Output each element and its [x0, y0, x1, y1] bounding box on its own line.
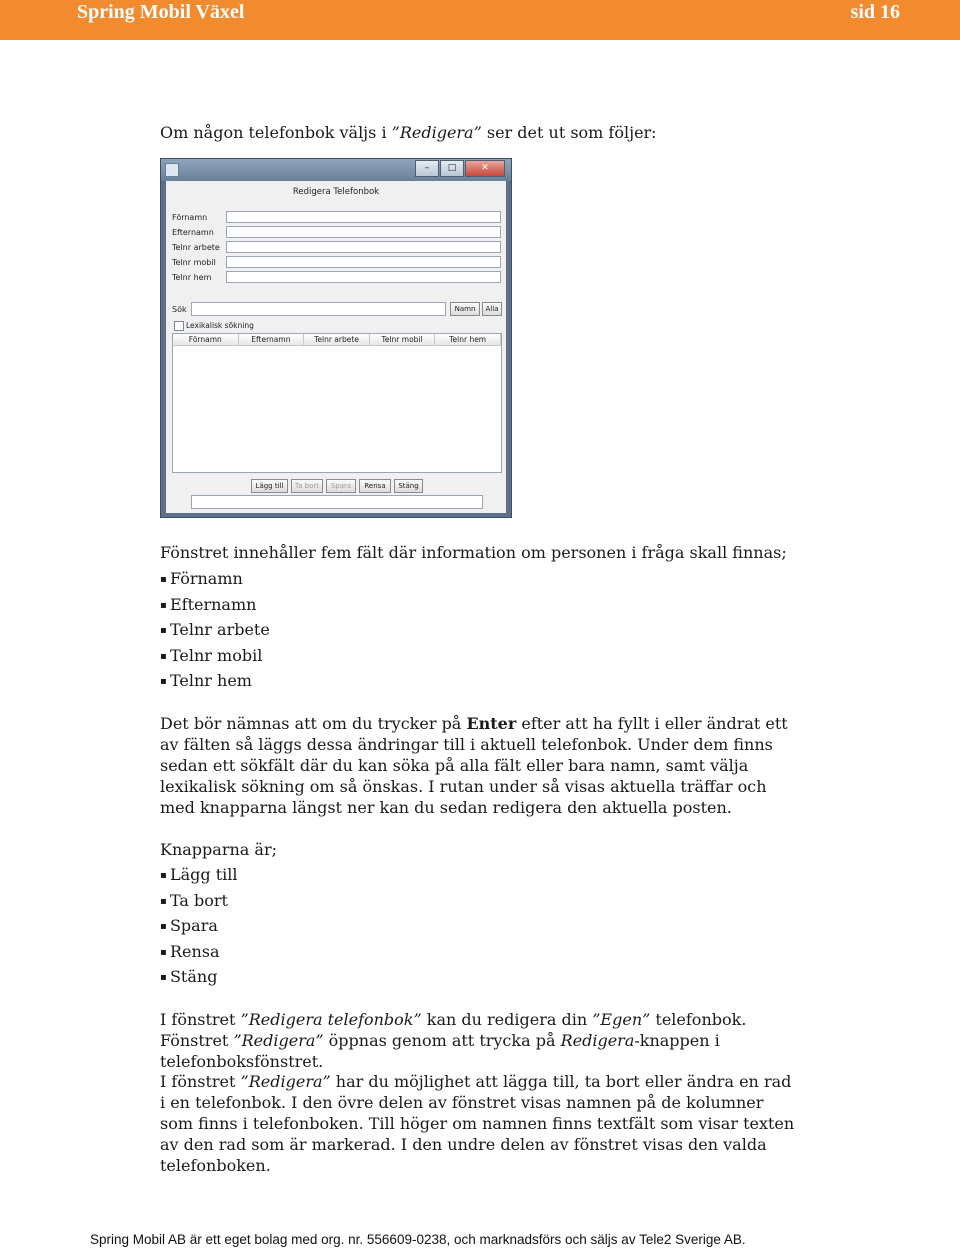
column-header-fornamn[interactable]: Förnamn [173, 334, 239, 345]
lexical-search-label: Lexikalisk sökning [186, 321, 254, 330]
window-titlebar [161, 159, 511, 181]
column-header-efternamn[interactable]: Efternamn [239, 334, 305, 345]
search-name-button[interactable]: Namn [450, 302, 480, 316]
edit-italic: ”Redigera telefonbok” [240, 1010, 422, 1029]
status-field [191, 495, 483, 509]
field-label-fornamn: Förnamn [172, 213, 208, 222]
field-label-telnr-hem: Telnr hem [172, 273, 212, 282]
document-title: Spring Mobil Växel [77, 1, 245, 23]
list-item: ▪ Rensa [160, 939, 237, 965]
button-list [160, 862, 237, 990]
minimize-icon[interactable]: – [415, 160, 439, 177]
remove-button[interactable]: Ta bort [291, 479, 323, 493]
window-italic: ”Redigera” [240, 1072, 331, 1091]
list-item: ▪ Förnamn [160, 566, 270, 592]
field-label-telnr-arbete: Telnr arbete [172, 243, 220, 252]
results-table[interactable] [172, 333, 502, 473]
field-list [160, 566, 270, 694]
list-item: ▪ Stäng [160, 964, 237, 990]
maximize-icon[interactable]: □ [440, 160, 464, 177]
add-button[interactable]: Lägg till [251, 479, 288, 493]
lexical-search-checkbox[interactable] [174, 321, 184, 331]
intro-text: Om någon telefonbok väljs i [160, 123, 392, 142]
field-input-telnr-hem[interactable] [226, 271, 501, 283]
close-button[interactable]: Stäng [394, 479, 423, 493]
column-header-telnr-arbete[interactable]: Telnr arbete [304, 334, 370, 345]
edit-text: -knappen i telefonboksfönstret. [160, 1031, 720, 1071]
list-item: ▪ Spara [160, 913, 237, 939]
edit-text: telefonbok. Fönstret [160, 1010, 747, 1050]
field-label-telnr-mobil: Telnr mobil [172, 258, 216, 267]
edit-italic: ”Redigera” [233, 1031, 324, 1050]
search-input[interactable] [191, 302, 446, 316]
list-item: ▪ Lägg till [160, 862, 237, 888]
edit-italic: Redigera [560, 1031, 635, 1050]
header-bar [0, 0, 960, 40]
window-controls [415, 160, 505, 176]
save-button[interactable]: Spara [326, 479, 356, 493]
enter-paragraph [160, 713, 800, 818]
search-label: Sök [172, 305, 187, 314]
list-item: ▪ Efternamn [160, 592, 270, 618]
window-text-rest: har du möjlighet att lägga till, ta bort eller ändra en rad i en telefonbok. I den övre delen av fönstret visas namnen på de kolumner som finns i telefonboken. Till höger om namnen finns textfält som visar texten av den rad som är markerad. I den undre delen av fönstret visas den valda telefonboken. [160, 1072, 795, 1175]
clear-button[interactable]: Rensa [359, 479, 391, 493]
enter-bold: Enter [466, 714, 517, 733]
list-item: ▪ Telnr hem [160, 668, 270, 694]
page-number: sid 16 [850, 1, 900, 23]
column-header-telnr-mobil[interactable]: Telnr mobil [370, 334, 436, 345]
close-icon[interactable]: ✕ [465, 160, 505, 177]
edit-text: I fönstret [160, 1010, 241, 1029]
window-heading: Redigera Telefonbok [292, 187, 380, 197]
edit-paragraph [160, 1009, 800, 1072]
window-paragraph [160, 1071, 800, 1176]
intro-text-end: ser det ut som följer: [481, 123, 657, 142]
field-input-fornamn[interactable] [226, 211, 501, 223]
list-item: ▪ Telnr mobil [160, 643, 270, 669]
intro-italic: ”Redigera” [391, 123, 482, 142]
edit-italic: ”Egen” [592, 1010, 651, 1029]
window-text: I fönstret [160, 1072, 241, 1091]
field-input-efternamn[interactable] [226, 226, 501, 238]
field-input-telnr-mobil[interactable] [226, 256, 501, 268]
buttons-intro: Knapparna är; [160, 840, 277, 859]
field-input-telnr-arbete[interactable] [226, 241, 501, 253]
column-header-telnr-hem[interactable]: Telnr hem [435, 334, 501, 345]
edit-text: kan du redigera din [421, 1010, 593, 1029]
app-icon [165, 163, 179, 177]
footer: Spring Mobil AB är ett eget bolag med org. nr. 556609-0238, och marknadsförs och säljs av Tele2 Sverige AB. [90, 1232, 746, 1247]
edit-text: öppnas genom att trycka på [323, 1031, 561, 1050]
enter-text: Det bör nämnas att om du trycker på [160, 714, 467, 733]
intro-paragraph [160, 122, 800, 143]
fields-paragraph: Fönstret innehåller fem fält där information om personen i fråga skall finnas; [160, 543, 787, 562]
list-item: ▪ Telnr arbete [160, 617, 270, 643]
enter-text-rest: efter att ha fyllt i eller ändrat ett av fälten så läggs dessa ändringar till i aktuell telefonbok. Under dem finns sedan ett sökfält där du kan söka på alla fält eller bara namn, samt välja lexikalisk sökning om så önskas. I rutan under så visas aktuella träffar och med knapparna längst ner kan du sedan redigera den aktuella posten. [160, 714, 788, 817]
table-header [173, 334, 501, 346]
edit-window-screenshot [160, 158, 512, 518]
field-label-efternamn: Efternamn [172, 228, 214, 237]
list-item: ▪ Ta bort [160, 888, 237, 914]
search-all-button[interactable]: Alla [482, 302, 502, 316]
window-body [166, 181, 506, 513]
